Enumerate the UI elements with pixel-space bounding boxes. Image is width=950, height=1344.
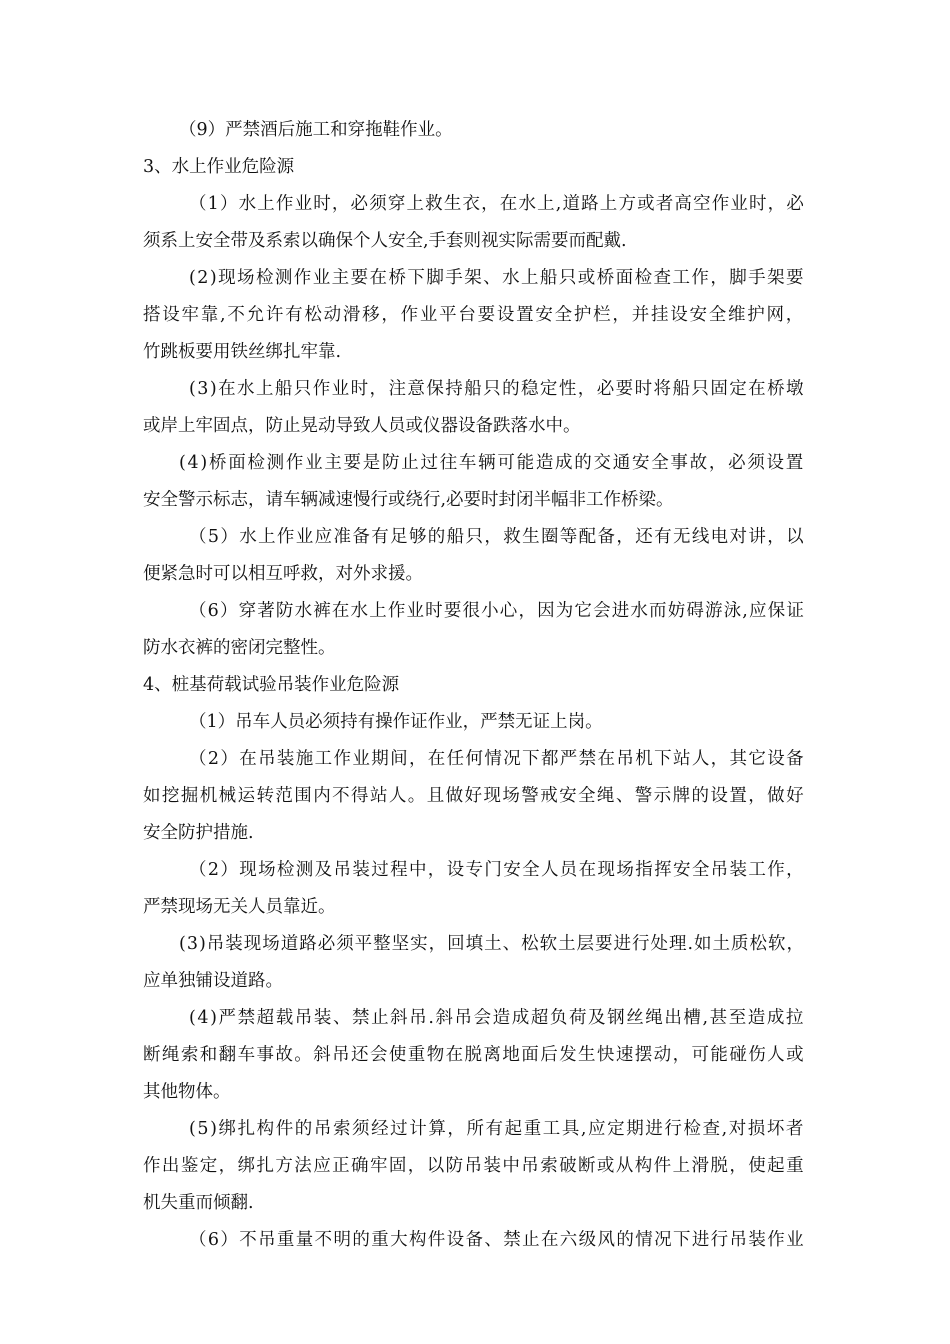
text-line: 作出鉴定，绑扎方法应正确牢固，以防吊装中吊索破断或从构件上滑脱，使起重 (143, 1156, 805, 1176)
text-line: 搭设牢靠,不允许有松动滑移，作业平台要设置安全护栏，并挂设安全维护网， (143, 305, 805, 325)
text-line: 须系上安全带及系索以确保个人安全,手套则视实际需要而配戴. (143, 231, 627, 251)
text-line: (5)绑扎构件的吊索须经过计算，所有起重工具,应定期进行检查,对损坏者 (189, 1119, 806, 1139)
text-line: 严禁现场无关人员靠近。 (143, 897, 336, 917)
text-line: （6）穿著防水裤在水上作业时要很小心，因为它会进水而妨碍游泳,应保证 (189, 601, 805, 621)
text-line: (3)吊装现场道路必须平整坚实，回填土、松软土层要进行处理.如土质松软， (179, 934, 805, 954)
text-line: (2)现场检测作业主要在桥下脚手架、水上船只或桥面检查工作，脚手架要 (189, 268, 805, 288)
text-line: （2）在吊装施工作业期间，在任何情况下都严禁在吊机下站人，其它设备 (189, 749, 805, 769)
section-heading: 4、桩基荷载试验吊装作业危险源 (143, 675, 400, 695)
text-line: （5）水上作业应准备有足够的船只，救生圈等配备，还有无线电对讲，以 (189, 527, 805, 547)
text-line: （6）不吊重量不明的重大构件设备、禁止在六级风的情况下进行吊装作业 (189, 1230, 805, 1250)
text-line: 竹跳板要用铁丝绑扎牢靠. (143, 342, 342, 362)
section-heading: 3、水上作业危险源 (143, 157, 295, 177)
text-line: (3)在水上船只作业时，注意保持船只的稳定性，必要时将船只固定在桥墩 (189, 379, 805, 399)
text-line: 断绳索和翻车事故。斜吊还会使重物在脱离地面后发生快速摆动，可能碰伤人或 (143, 1045, 805, 1065)
text-line: （9）严禁酒后施工和穿拖鞋作业。 (179, 120, 453, 140)
text-line: 应单独铺设道路。 (143, 971, 283, 991)
text-line: 安全警示标志，请车辆减速慢行或绕行,必要时封闭半幅非工作桥梁。 (143, 490, 674, 510)
text-line: 安全防护措施. (143, 823, 254, 843)
text-line: (4)严禁超载吊装、禁止斜吊.斜吊会造成超负荷及钢丝绳出槽,甚至造成拉 (189, 1008, 806, 1028)
text-line: 机失重而倾翻. (143, 1193, 254, 1213)
text-line: 或岸上牢固点，防止晃动导致人员或仪器设备跌落水中。 (143, 416, 581, 436)
text-line: 防水衣裤的密闭完整性。 (143, 638, 336, 658)
text-line: 如挖掘机械运转范围内不得站人。且做好现场警戒安全绳、警示牌的设置，做好 (143, 786, 805, 806)
text-line: (4)桥面检测作业主要是防止过往车辆可能造成的交通安全事故，必须设置 (179, 453, 806, 473)
text-line: 便紧急时可以相互呼救，对外求援。 (143, 564, 423, 584)
text-line: 其他物体。 (143, 1082, 231, 1102)
text-line: （1）吊车人员必须持有操作证作业，严禁无证上岗。 (189, 712, 603, 732)
text-line: （2）现场检测及吊装过程中，设专门安全人员在现场指挥安全吊装工作， (189, 860, 805, 880)
text-line: （1）水上作业时，必须穿上救生衣，在水上,道路上方或者高空作业时，必 (189, 194, 805, 214)
